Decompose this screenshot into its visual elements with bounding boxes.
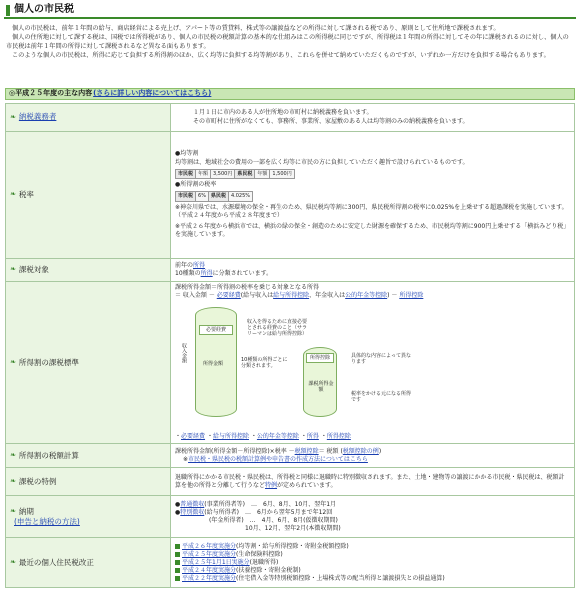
eq-text: ＝ 収入金額 － (175, 292, 215, 300)
nofu-text: (事業所得者等) … 6月、8月、10月、翌年1月 (204, 500, 337, 508)
futsu-choshu-link[interactable]: 普通徴収 (180, 500, 205, 508)
cell: 1,500円 (270, 169, 294, 179)
row-label (6, 282, 171, 444)
cell: 県民税 (208, 192, 228, 202)
kojo-link[interactable]: 所得控除 (326, 433, 351, 441)
kyuyo-kojo-link[interactable]: 給与所得控除 (273, 292, 310, 300)
kaisei-link[interactable]: 平成２４年度実施分 (182, 566, 237, 574)
cell: 県民税 (235, 169, 255, 179)
bullet-icon (175, 560, 180, 565)
bullet-icon (175, 552, 180, 557)
link-sep: ・ (250, 433, 257, 441)
intro-paragraph: このような個人の市民税は、所得に応じて負担する所得割のほか、広く均等に負担する均等割があり、これらを併せて納めていただくものですが、いずれか一方だけを負担する場合もあります。 (12, 52, 550, 59)
shotoku-link[interactable]: 所得 (306, 433, 319, 441)
kintou-table (175, 169, 295, 180)
kazei-text: 10種類の (175, 270, 201, 277)
row-label (6, 496, 171, 538)
row-label (6, 132, 171, 259)
kaisei-text: (均等割・給与所得控除・寄附金税額控除) (236, 542, 349, 550)
nofu-label: 納期 (18, 506, 34, 516)
link-sep: ・ (320, 433, 327, 441)
row-label (6, 468, 171, 496)
zeigaku-kojo-link[interactable]: 税額控除 (294, 447, 319, 455)
zeiritsu-note2: ※平成２６年度から横浜市では、横浜の緑の保全・創造のために安定した財源を確保するため、市民税均等割に900円上乗せする「横浜みどり税」を実施しています。 (175, 223, 570, 239)
diagram-note3: 具体的な内容によって異なります (351, 353, 412, 366)
kaisei-link[interactable]: 平成２２年度実施分 (182, 574, 237, 582)
keisan-text: ＝ 税額 ( (318, 447, 343, 455)
eq-text: 、年金収入は (309, 292, 346, 300)
kaisei-link[interactable]: 平成２５年1月1日実施分 (182, 558, 250, 566)
nofu-text: 10月、12月、翌年2月(本徴収期間) (245, 524, 341, 532)
kaisei-text: (生命保険料控除) (236, 550, 283, 558)
bullet: ● (175, 508, 181, 516)
kyuyo-link[interactable]: 給与所得控除 (212, 433, 249, 441)
section-header (5, 88, 575, 100)
leaf-icon: ❧ (10, 558, 16, 567)
section-header-title: ◎平成２５年度の主な内容 (9, 89, 93, 98)
calc-example-link[interactable]: 市民税・県民税の税額計算例や申告書の作成方法についてはこちら (188, 455, 368, 463)
kijun-label: 所得割の課税標準 (18, 357, 79, 367)
kazei-text: 前年の (175, 261, 194, 269)
tokurei-text: 退職所得にかかる市民税・県民税は、所得税と同様に退職時に特別徴収されます。また、土地・建物等の譲渡にかかる市民税・県民税は、税額計算を他の所得と分離して行うなど (175, 473, 565, 489)
kintou-text: 均等割は、地域社会の費用の一部を広く均等に市民の方に負担していただく趣旨で設けられているものです。 (175, 158, 469, 166)
kazei-text: に分類されています。 (212, 270, 273, 277)
cell: 3,500円 (211, 169, 235, 179)
leaf-icon: ❧ (10, 357, 16, 366)
keihi-link[interactable]: 必要経費 (181, 433, 206, 441)
row-label (6, 259, 171, 282)
kijun-eq2 (175, 292, 570, 300)
kintou-heading: ●均等割 (175, 150, 199, 158)
kijun-eq: 課税所得金額＝所得割の税率を乗じる対象となる所得 (175, 284, 320, 291)
leaf-icon: ❧ (10, 477, 16, 486)
shotoku-table (175, 191, 253, 202)
tokurei-text: が定められています。 (277, 481, 337, 489)
tax-base-diagram (175, 303, 555, 433)
link-sep: ・ (206, 433, 213, 441)
diagram-note2: 10種類の所得ごとに分類されます。 (241, 357, 288, 370)
nenkin-link[interactable]: 公的年金等控除 (256, 433, 299, 441)
shinkoku-link[interactable]: (申告と納税の方法) (14, 516, 80, 526)
leaf-icon: ❧ (10, 190, 16, 199)
shotoku-kojo-link[interactable]: 所得控除 (399, 292, 424, 300)
leaf-icon: ❧ (10, 265, 16, 274)
leaf-icon: ❧ (10, 112, 16, 121)
link-sep: ・ (175, 433, 182, 441)
cell: 年額 (196, 169, 211, 179)
tokubetsu-choshu-link[interactable]: 特別徴収 (180, 508, 205, 516)
bullet-icon (175, 568, 180, 573)
zeiritsu-label: 税率 (18, 189, 34, 199)
bullet-icon (175, 576, 180, 581)
kaisei-link[interactable]: 平成２５年度実施分 (182, 550, 237, 558)
shotoku-link[interactable]: 所得 (193, 261, 206, 269)
cell: 6% (196, 192, 209, 202)
page-title: 個人の市民税 (14, 4, 74, 16)
shotoku-heading: ●所得割の税率 (175, 181, 217, 189)
shotoku-label: 所得金額 (203, 361, 224, 368)
keisan-text: 課税所得金額(所得金額－所得控除)×税率 － (175, 447, 295, 455)
zeiritsu-note1: ※神奈川県では、水源環境の保全・再生のため、県民税均等割に300円、県民税所得割の税率に0.025%を上乗せする超過課税を実施しています。（平成２４年度から平成２８年度まで） (175, 204, 568, 220)
diagram-note4: 税率をかける元になる所得です (351, 391, 412, 404)
income-label: 収入金額 (181, 343, 187, 364)
hitsuyo-keihi-link[interactable]: 必要経費 (216, 292, 241, 300)
cell: 市民税 (176, 192, 196, 202)
tokurei-link[interactable]: 特例 (265, 481, 278, 489)
intro-paragraph: 個人の市民税は、前年１年間の給与、商店経営による売上げ、アパート等の賃貸料、株式等の譲渡益などの所得に対して課される税であり、原則として住所地で課税されます。 (12, 25, 500, 32)
nozei-line1: １月１日に市内のある人が住所地の市町村に納税義務を負います。 (193, 109, 373, 117)
eq-text: ) － (387, 292, 398, 300)
row-label (6, 104, 171, 132)
nozei-line2: その市町村に住所がなくても、事務所、事業所、家屋敷のある人は均等割のみの納税義務を負います。 (193, 117, 469, 125)
kaisei-text: (扶養控除・寄附金税制) (236, 566, 301, 574)
kazei-label: 課税所得金額 (308, 381, 334, 394)
kojo-example-link[interactable]: 税額控除の例 (342, 447, 379, 455)
row-label (6, 444, 171, 468)
tokurei-label: 課税の特例 (18, 476, 57, 486)
keisan-text: ※ (183, 455, 189, 463)
row-label (6, 538, 171, 588)
bullet: ● (175, 500, 181, 508)
link-sep: ・ (300, 433, 307, 441)
cell: 市民税 (176, 169, 196, 179)
keisan-label: 所得割の税額計算 (18, 450, 79, 460)
nozei-link[interactable]: 納税義務者 (18, 112, 57, 122)
bullet-icon (175, 544, 180, 549)
details-link[interactable]: (さらに詳しい内容についてはこちら) (93, 89, 212, 98)
title-marker (6, 5, 10, 16)
kaisei-text: (退職所得) (249, 558, 279, 566)
leaf-icon: ❧ (10, 507, 16, 515)
cell: 4.025% (228, 192, 252, 202)
nofu-text: (年金所得者) … 4月、6月、8月(仮徴収期間) (209, 516, 338, 524)
kojo-box: 所得控除 (306, 353, 334, 363)
kaisei-label: 最近の個人住民税改正 (18, 557, 94, 567)
kaisei-link[interactable]: 平成２６年度実施分 (182, 542, 237, 550)
diagram-note1: 収入を得るために直接必要とされる経費のこと（サラリーマンは給与所得控除） (247, 319, 308, 338)
eq-text: (給与収入は (240, 292, 274, 300)
nenkin-kojo-link[interactable]: 公的年金等控除 (345, 292, 388, 300)
kazei-label: 課税対象 (18, 264, 49, 274)
nofu-text: (給与所得者) … 6月から翌年5月まで年12回 (204, 508, 333, 516)
kijun-links (175, 433, 570, 441)
page-title-bar (4, 3, 576, 19)
keisan-text: ) (378, 447, 382, 455)
tax-info-table (5, 103, 575, 588)
shotoku-link[interactable]: 所得 (200, 270, 213, 277)
intro-paragraph: 個人の住所地に対して課する税は、国税では所得税があり、個人の市民税の税額計算の基本的な仕組みはこの所得税に同じですが、所得税は１年間の所得に対してその年に課税されるのに対し、個人の市民税は前年１年間の所得に対して課税されるなど異なる面もあります。 (6, 34, 569, 50)
leaf-icon: ❧ (10, 451, 16, 460)
kaisei-text: (住宅借入金等特別税額控除・上場株式等の配当所得と譲渡損失との損益通算) (236, 574, 445, 582)
intro-text (6, 24, 574, 60)
cell: 年額 (255, 169, 270, 179)
need-box: 必要経費 (199, 325, 233, 335)
